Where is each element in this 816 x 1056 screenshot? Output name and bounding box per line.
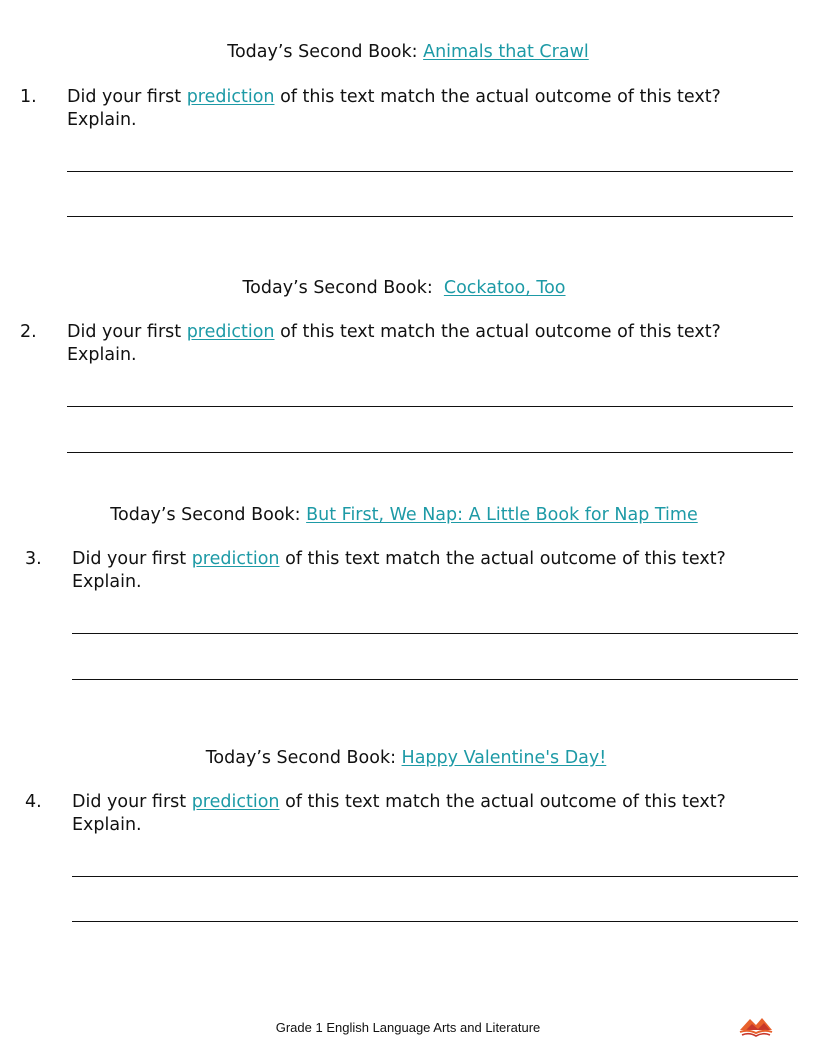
question-text-line-1: [67, 321, 721, 344]
answer-line-1[interactable]: [72, 876, 798, 877]
question-text-line-2: Explain.: [72, 572, 142, 592]
question-text-before: Did your first: [67, 87, 187, 107]
book-title-link[interactable]: Animals that Crawl: [423, 42, 589, 62]
question-number: 1.: [20, 87, 37, 107]
answer-line-2[interactable]: [72, 921, 798, 922]
question-text-line-1: [72, 548, 726, 571]
answer-line-2[interactable]: [67, 216, 793, 217]
answer-line-2[interactable]: [67, 452, 793, 453]
question-text-line-2: Explain.: [72, 815, 142, 835]
book-heading-prefix: Today’s Second Book:: [227, 42, 424, 62]
prediction-link[interactable]: prediction: [186, 322, 275, 342]
answer-line-1[interactable]: [67, 171, 793, 172]
page-footer: Grade 1 English Language Arts and Literature: [275, 1020, 541, 1035]
question-text-after: of this text match the actual outcome of this text?: [274, 322, 721, 342]
question-text-after: of this text match the actual outcome of this text?: [279, 549, 726, 569]
book-title-link[interactable]: But First, We Nap: A Little Book for Nap Time: [306, 505, 698, 525]
book-heading: [0, 276, 812, 300]
answer-line-2[interactable]: [72, 679, 798, 680]
book-heading: [0, 746, 814, 770]
answer-line-1[interactable]: [72, 633, 798, 634]
question-text-line-1: [67, 86, 721, 109]
book-title-link[interactable]: Happy Valentine's Day!: [401, 748, 607, 768]
question-number: 2.: [20, 322, 37, 342]
mountains-book-logo-icon: [738, 1014, 774, 1038]
book-heading: [0, 503, 812, 527]
answer-line-1[interactable]: [67, 406, 793, 407]
question-text-before: Did your first: [72, 549, 192, 569]
question-text-after: of this text match the actual outcome of this text?: [274, 87, 721, 107]
question-text-line-2: Explain.: [67, 110, 137, 130]
question-text-line-1: [72, 791, 726, 814]
prediction-link[interactable]: prediction: [191, 549, 280, 569]
book-title-link[interactable]: Cockatoo, Too: [443, 278, 566, 298]
question-number: 3.: [25, 549, 42, 569]
book-heading-prefix: Today’s Second Book:: [205, 748, 402, 768]
prediction-link[interactable]: prediction: [191, 792, 280, 812]
question-text-before: Did your first: [67, 322, 187, 342]
book-heading-prefix: Today’s Second Book:: [110, 505, 307, 525]
book-heading: [0, 40, 816, 64]
question-text-after: of this text match the actual outcome of this text?: [279, 792, 726, 812]
prediction-link[interactable]: prediction: [186, 87, 275, 107]
question-text-before: Did your first: [72, 792, 192, 812]
question-text-line-2: Explain.: [67, 345, 137, 365]
book-heading-prefix: Today’s Second Book:: [242, 278, 444, 298]
question-number: 4.: [25, 792, 42, 812]
